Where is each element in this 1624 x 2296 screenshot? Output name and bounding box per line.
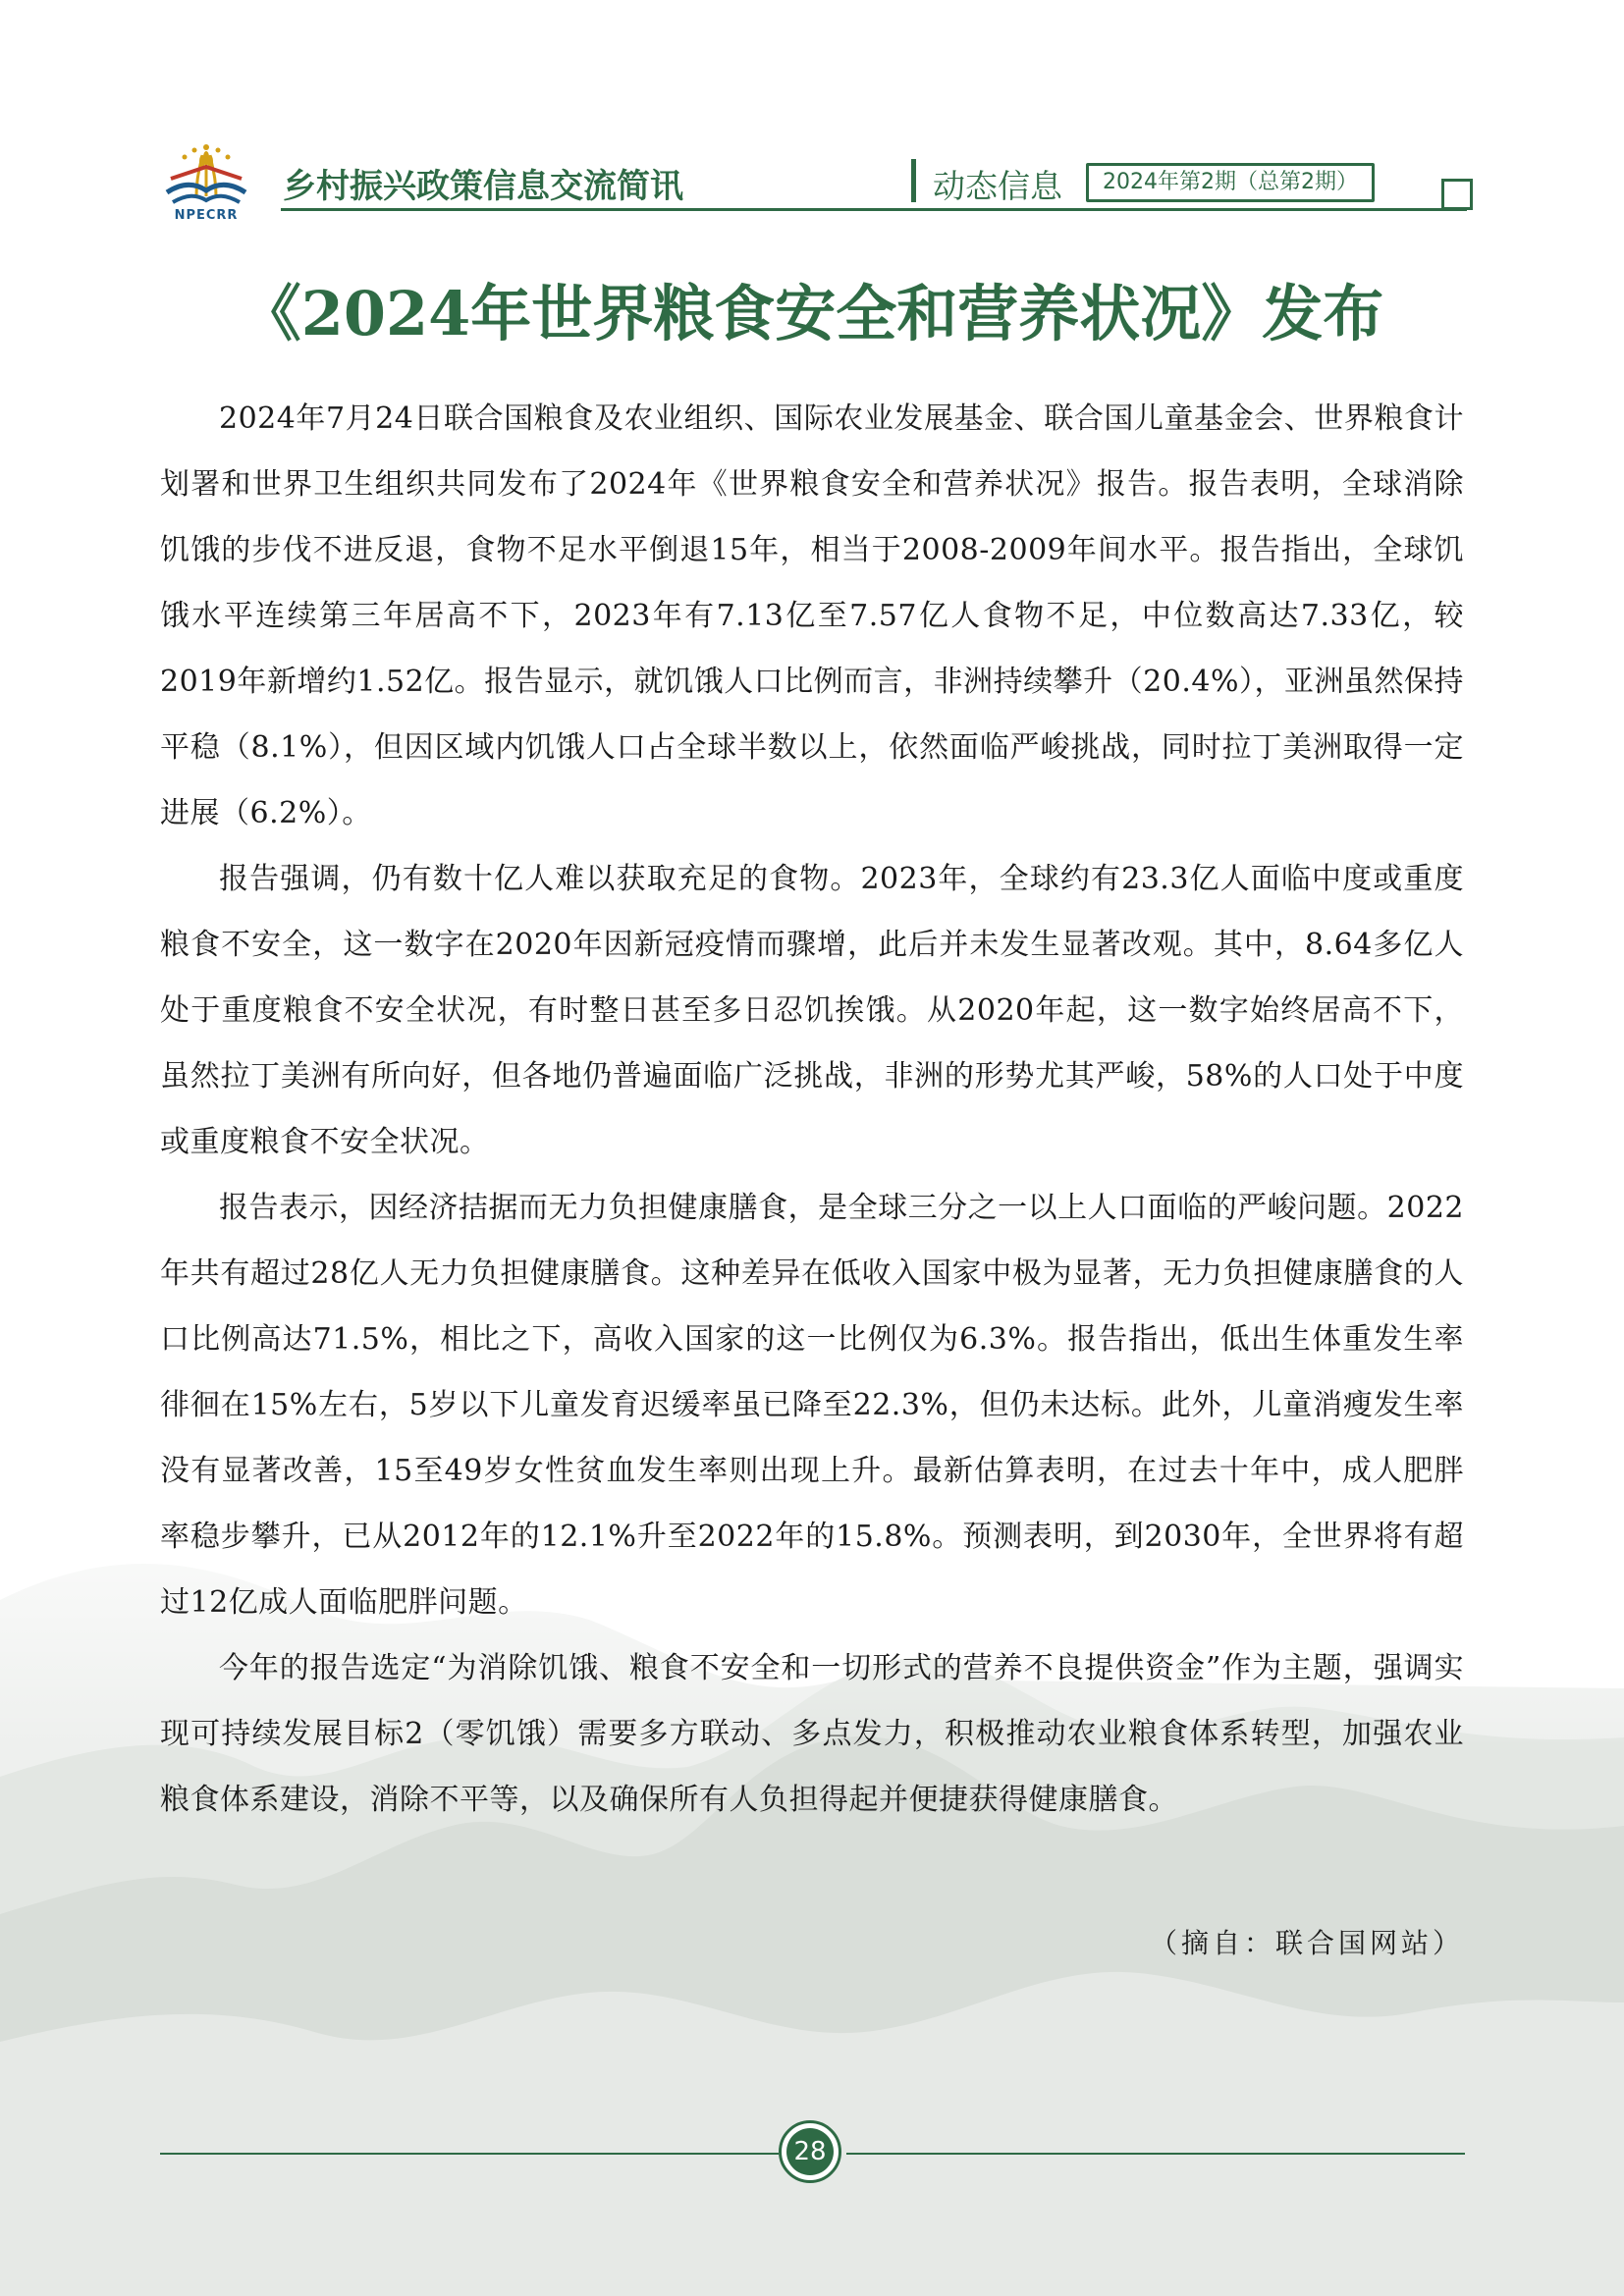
header-rule [281, 208, 1467, 211]
footer-rule-right [846, 2153, 1465, 2155]
section-label: 动态信息 [933, 167, 1062, 205]
article-body [160, 386, 1464, 1833]
page-number: 28 [786, 2128, 834, 2175]
header-divider [911, 159, 916, 202]
issue-badge: 2024年第2期（总第2期） [1086, 163, 1375, 202]
logo-emblem-icon [157, 137, 255, 210]
page-number-badge [779, 2120, 841, 2183]
article-paragraph: 今年的报告选定“为消除饥饿、粮食不安全和一切形式的营养不良提供资金”作为主题，强调实现可持续发展目标2（零饥饿）需要多方联动、多点发力，积极推动农业粮食体系转型，加强农业粮食体系建设，消除不平等，以及确保所有人负担得起并便捷获得健康膳食。 [160, 1651, 1464, 1817]
issue-corner-decoration [1441, 179, 1473, 210]
footer-rule-left [160, 2153, 779, 2155]
article-paragraph: 报告表示，因经济拮据而无力负担健康膳食，是全球三分之一以上人口面临的严峻问题。2022年共有超过28亿人无力负担健康膳食。这种差异在低收入国家中极为显著，无力负担健康膳食的人口比例高达71.5%，相比之下，高收入国家的这一比例仅为6.3%。报告指出，低出生体重发生率徘徊在15%左右，5岁以下儿童发育迟缓率虽已降至22.3%，但仍未达标。此外，儿童消瘦发生率没有显著改善，15至49岁女性贫血发生率则出现上升。最新估算表明，在过去十年中，成人肥胖率稳步攀升，已从2012年的12.1%升至2022年的15.8%。预测表明，到2030年，全世界将有超过12亿成人面临肥胖问题。 [160, 1191, 1464, 1620]
article-title: 《2024年世界粮食安全和营养状况》发布 [240, 278, 1384, 349]
page-header [157, 137, 1473, 226]
article-paragraph: 2024年7月24日联合国粮食及农业组织、国际农业发展基金、联合国儿童基金会、世界粮食计划署和世界卫生组织共同发布了2024年《世界粮食安全和营养状况》报告。报告表明，全球消除饥饿的步伐不进反退，食物不足水平倒退15年，相当于2008-2009年间水平。报告指出，全球饥饿水平连续第三年居高不下，2023年有7.13亿至7.57亿人食物不足，中位数高达7.33亿，较2019年新增约1.52亿。报告显示，就饥饿人口比例而言，非洲持续攀升（20.4%），亚洲虽然保持平稳（8.1%），但因区域内饥饿人口占全球半数以上，依然面临严峻挑战，同时拉丁美洲取得一定进展（6.2%）。 [160, 401, 1464, 830]
newsletter-title: 乡村振兴政策信息交流简讯 [283, 167, 683, 206]
article-paragraph: 报告强调，仍有数十亿人难以获取充足的食物。2023年，全球约有23.3亿人面临中度或重度粮食不安全，这一数字在2020年因新冠疫情而骤增，此后并未发生显著改观。其中，8.64多亿人处于重度粮食不安全状况，有时整日甚至多日忍饥挨饿。从2020年起，这一数字始终居高不下，虽然拉丁美洲有所向好，但各地仍普遍面临广泛挑战，非洲的形势尤其严峻，58%的人口处于中度或重度粮食不安全状况。 [160, 862, 1464, 1159]
logo-text: NPECRR [174, 208, 239, 223]
npecrr-logo [157, 137, 255, 226]
article-source: （摘自：联合国网站） [1149, 1927, 1464, 1959]
